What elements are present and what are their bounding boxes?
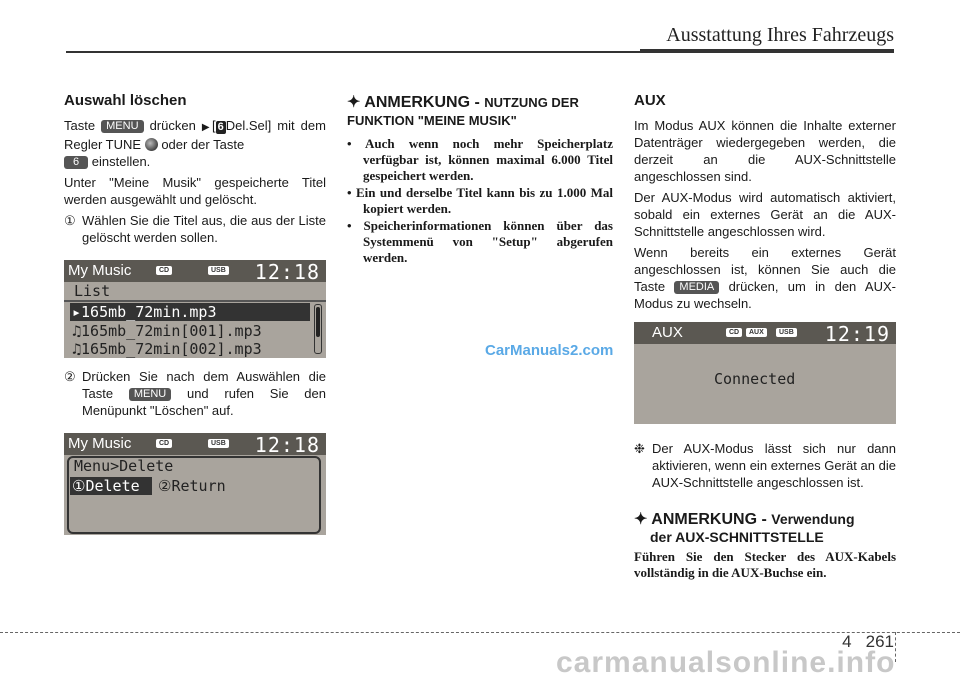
text: drücken, um in den AUX-Modus zu wechseln.: [634, 279, 896, 311]
menu-key-badge: MENU: [129, 388, 171, 401]
text: ANMERKUNG -: [651, 511, 767, 528]
text: Taste: [64, 118, 96, 133]
paragraph-meine-musik: Unter "Meine Musik" gespeicherte Titel werden ausgewählt und gelöscht.: [64, 175, 326, 207]
paragraph-aux-3: [634, 244, 896, 312]
hint-text: Der AUX-Modus lässt sich nur dann aktivieren, wenn ein externes Gerät an die AUX-Schnittstelle angeschlossen ist.: [652, 441, 896, 490]
screen-status-connected: Connected: [714, 370, 796, 388]
track-row-selected: ▸165mb_72min.mp3: [72, 303, 217, 321]
text: einstellen.: [91, 154, 151, 169]
cd-indicator-icon: CD: [156, 439, 172, 448]
usb-indicator-icon: USB: [208, 439, 229, 448]
menu-key-badge: MENU: [101, 120, 143, 133]
text: und rufen Sie den Menüpunkt "Löschen" auf.: [82, 386, 326, 418]
text: ANMERKUNG -: [364, 94, 480, 111]
track-row: ♫165mb_72min[001].mp3: [72, 322, 262, 340]
screen-clock: 12:18: [254, 260, 320, 284]
text: oder der Taste: [161, 137, 245, 152]
screen-status-bar: [64, 433, 326, 455]
screen-divider: [64, 300, 326, 302]
usb-indicator-icon: USB: [776, 328, 797, 337]
play-arrow-icon: ▶: [201, 122, 212, 133]
text: Wenn bereits ein externes Gerät angeschlossen ist, können Sie auch die Taste: [634, 245, 896, 294]
note-heading-meine-musik: [347, 92, 613, 130]
display-screenshot-menu-delete: [64, 433, 326, 535]
display-screenshot-list: [64, 260, 326, 358]
note-star-icon: ✦: [347, 94, 361, 111]
step-1: [64, 212, 326, 246]
watermark: CarManuals2.com: [485, 342, 614, 359]
step-number: ①: [64, 213, 76, 228]
text: Drücken Sie nach dem Auswählen die Taste: [82, 369, 326, 401]
menu-option-return: ②Return: [158, 477, 226, 495]
aux-indicator-icon: AUX: [746, 328, 767, 337]
step-text: Wählen Sie die Titel aus, die aus der Liste gelöscht werden sollen.: [82, 213, 326, 245]
screen-title: AUX: [652, 324, 683, 341]
column-left: [64, 92, 326, 535]
text: der AUX-SCHNITTSTELLE: [650, 529, 824, 545]
column-middle: [347, 92, 613, 267]
screen-status-bar: [64, 260, 326, 282]
chapter-number: 4: [842, 632, 852, 651]
section-heading-aux: AUX: [634, 92, 666, 109]
note-item: • Auch wenn noch mehr Speicherplatz verfügbar ist, können maximal 6.000 Titel gespeichert werden.: [347, 136, 613, 183]
screen-title: My Music: [68, 435, 132, 452]
cd-indicator-icon: CD: [156, 266, 172, 275]
screen-menu-heading: Menu>Delete: [74, 457, 174, 475]
text: Del.Sel] mit dem Regler TUNE: [64, 118, 326, 152]
screen-status-bar: [634, 322, 896, 344]
screen-scrollbar: [314, 304, 322, 354]
screen-title: My Music: [68, 262, 132, 279]
hint-note: [634, 440, 896, 491]
footer-watermark: carmanualsonline.info: [556, 646, 896, 679]
hint-icon: ❉: [634, 441, 645, 456]
note-text-aux: Führen Sie den Stecker des AUX-Kabels vollständig in die AUX-Buchse ein.: [634, 549, 896, 580]
footer-rule: [0, 632, 960, 633]
text: NUTZUNG DER FUNKTION "MEINE MUSIK": [347, 95, 579, 128]
screen-clock: 12:18: [254, 433, 320, 457]
column-right: [634, 92, 896, 581]
paragraph-aux-1: Im Modus AUX können die Inhalte externer Datenträger wiedergegeben werden, die derzeit an die AUX-Schnittstelle angeschlossen sind.: [634, 118, 896, 184]
tune-knob-icon: [145, 138, 158, 151]
note-heading-aux: [634, 509, 896, 545]
media-key-badge: MEDIA: [674, 281, 719, 294]
screen-clock: 12:19: [824, 322, 890, 346]
instruction-paragraph: [64, 117, 326, 170]
note-list: [347, 136, 613, 266]
number-six-icon: 6: [217, 121, 224, 133]
six-key-badge: 6: [64, 156, 88, 169]
note-item: • Speicherinformationen können über das Systemmenü von "Setup" abgerufen werden.: [347, 218, 613, 265]
note-item: • Ein und derselbe Titel kann bis zu 1.000 Mal kopiert werden.: [347, 185, 613, 216]
text: drücken: [149, 118, 196, 133]
note-star-icon: ✦: [634, 511, 648, 528]
text: Verwendung: [771, 511, 855, 527]
paragraph-aux-2: Der AUX-Modus wird automatisch aktiviert, sobald ein externes Gerät an die AUX-Schnittstelle angeschlossen wird.: [634, 190, 896, 239]
usb-indicator-icon: USB: [208, 266, 229, 275]
display-screenshot-aux: [634, 322, 896, 424]
menu-option-delete: ①Delete: [72, 477, 140, 495]
track-row: ♫165mb_72min[002].mp3: [72, 340, 262, 358]
text: [: [211, 118, 216, 133]
header-rule-accent: [640, 49, 894, 53]
screen-list-heading: List: [74, 282, 111, 300]
header-title: Ausstattung Ihres Fahrzeugs: [666, 24, 894, 46]
section-heading-auswahl-loeschen: Auswahl löschen: [64, 92, 187, 109]
step-2: [64, 368, 326, 419]
step-number: ②: [64, 369, 76, 384]
cd-indicator-icon: CD: [726, 328, 742, 337]
page-number-value: 261: [865, 632, 894, 651]
